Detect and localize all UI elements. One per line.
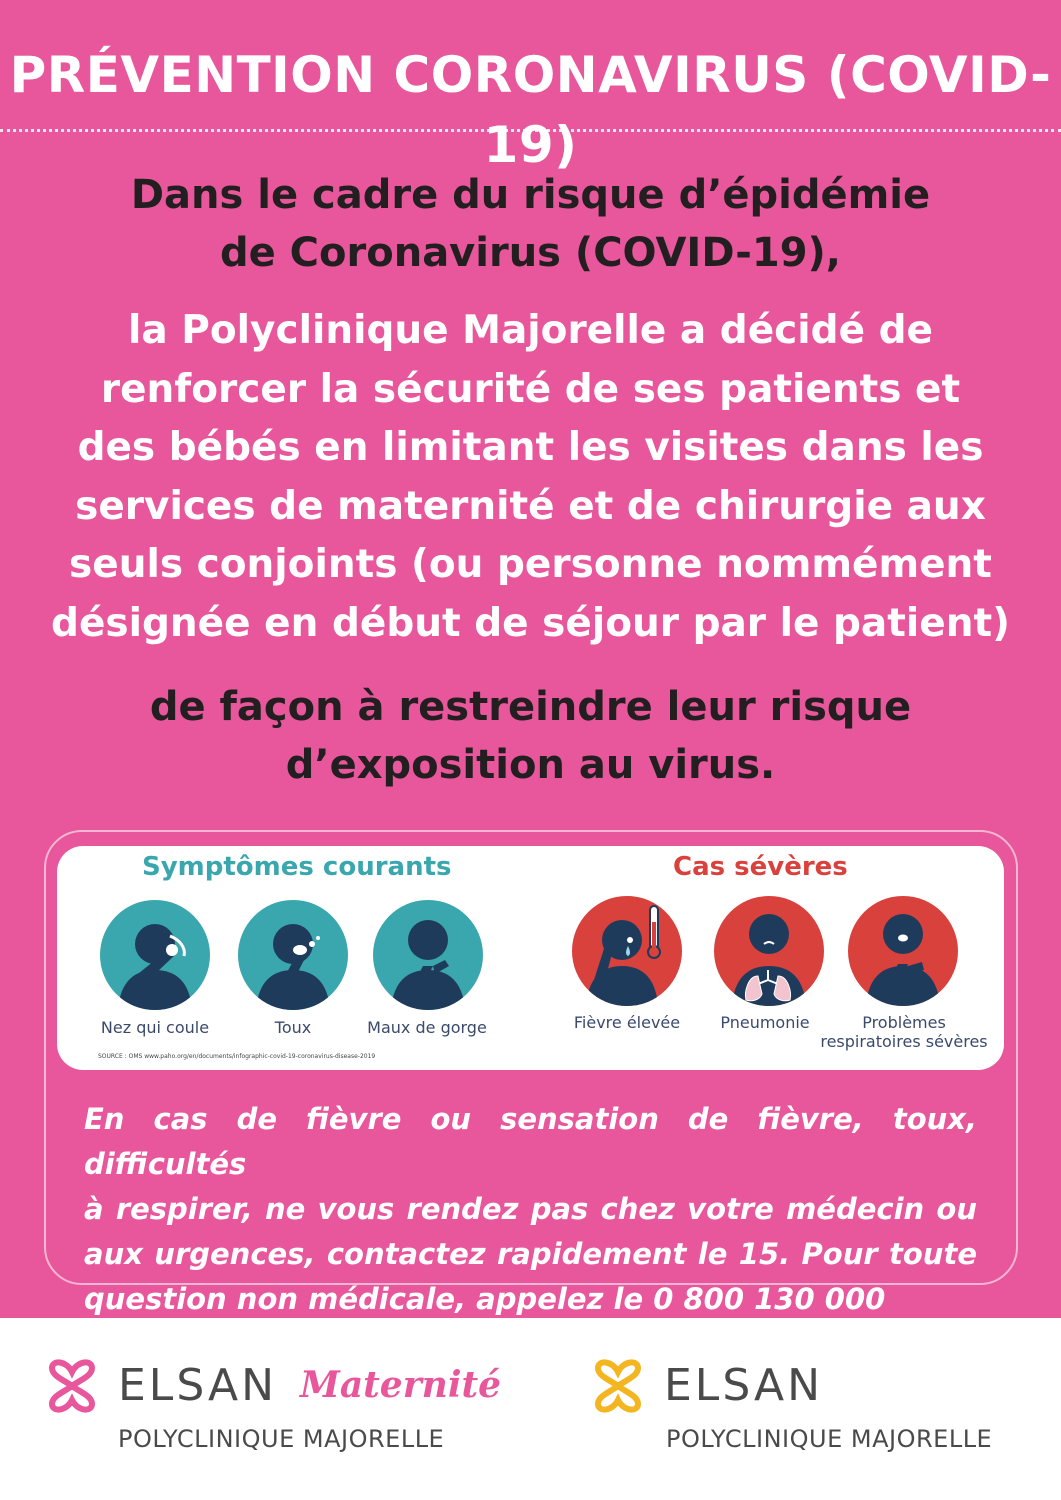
elsan-logo-icon	[590, 1358, 646, 1418]
intro-text	[30, 166, 1031, 282]
symptom-label: Fièvre élevée	[573, 1013, 681, 1032]
common-symptoms-title: Symptômes courants	[142, 852, 452, 882]
notice-line: En cas de fièvre ou sensation de fièvre, toux, difficultés	[84, 1102, 977, 1181]
symptom-label-line: Problèmes	[862, 1013, 946, 1032]
intro-line: de Coronavirus (COVID-19),	[219, 230, 841, 276]
severe-cases-title: Cas sévères	[673, 852, 848, 882]
symptom-label-line: respiratoires sévères	[820, 1032, 988, 1051]
clinic-name: la Polyclinique Majorelle	[128, 308, 667, 353]
notice-line: aux urgences, contactez rapidement le 15. Pour toute	[84, 1237, 977, 1271]
page-title: PRÉVENTION CORONAVIRUS (COVID-19)	[9, 46, 1052, 174]
main-line: seuls conjoints (ou personne nommément	[69, 542, 992, 587]
main-message	[20, 302, 1041, 653]
pneumonia-icon	[714, 896, 824, 1006]
brand-subtitle: POLYCLINIQUE MAJORELLE	[666, 1425, 993, 1453]
symptom-label: Pneumonie	[720, 1013, 810, 1032]
brand-name: ELSAN	[118, 1360, 278, 1411]
main-line: désignée en début de séjour par le patient)	[51, 600, 1010, 646]
elsan-maternite-logo-icon	[44, 1358, 100, 1418]
main-line-rest: a décidé de	[666, 308, 933, 353]
emergency-notice	[84, 1097, 977, 1322]
brand-tagline: Maternité	[300, 1364, 502, 1406]
cough-icon	[238, 900, 348, 1010]
runny-nose-icon	[100, 900, 210, 1010]
symptom-label: Maux de gorge	[367, 1018, 487, 1037]
outro-text	[30, 678, 1031, 794]
breathing-problems-icon	[848, 896, 958, 1006]
brand-subtitle: POLYCLINIQUE MAJORELLE	[118, 1425, 445, 1453]
intro-line: Dans le cadre du risque d’épidémie	[130, 172, 931, 218]
notice-line: à respirer, ne vous rendez pas chez votre médecin ou	[84, 1192, 977, 1226]
notice-line: question non médicale, appelez le 0 800 130 000	[84, 1282, 886, 1316]
outro-line: d’exposition au virus.	[285, 742, 776, 788]
main-line: services de maternité et de chirurgie aux	[75, 483, 986, 529]
main-line: renforcer la sécurité de ses patients et	[100, 366, 961, 412]
dotted-divider	[0, 129, 1061, 132]
symptom-label	[816, 1013, 992, 1051]
symptom-label: Toux	[274, 1018, 312, 1037]
source-note: SOURCE : OMS www.paho.org/en/documents/infographic-covid-19-coronavirus-disease-2019	[98, 1053, 376, 1060]
outro-line: de façon à restreindre leur risque	[149, 684, 912, 730]
symptom-label: Nez qui coule	[100, 1018, 210, 1037]
brand-name: ELSAN	[664, 1360, 824, 1411]
sore-throat-icon	[373, 900, 483, 1010]
main-line: des bébés en limitant les visites dans les	[77, 425, 984, 470]
main-line	[20, 302, 1041, 361]
high-fever-icon	[572, 896, 682, 1006]
